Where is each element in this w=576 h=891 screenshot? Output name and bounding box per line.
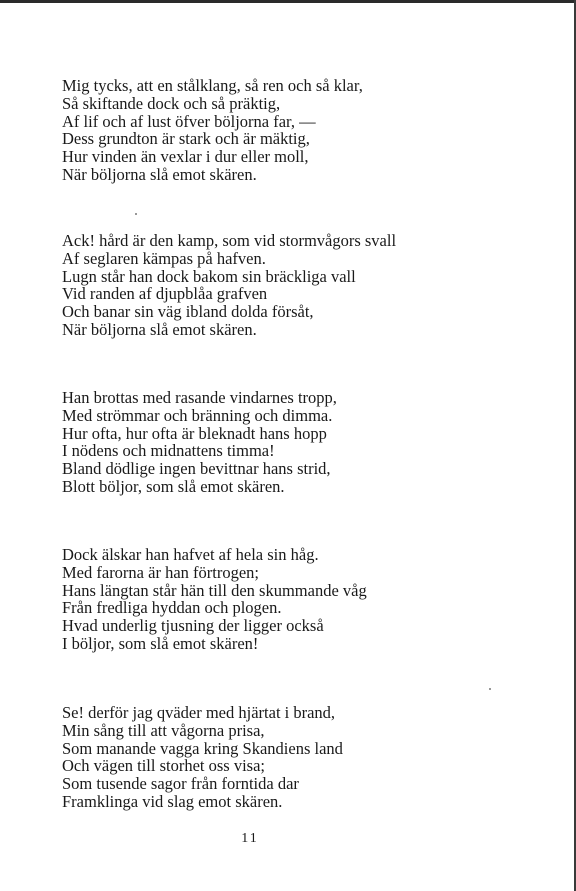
verse-line: Min sång till att vågorna prisa, bbox=[62, 720, 265, 740]
verse-line: Ack! hård är den kamp, som vid stormvågors svall bbox=[62, 231, 397, 250]
verse-line: Med strömmar och bränning och dimma. bbox=[62, 405, 333, 425]
verse-line: Och banar sin väg ibland dolda försåt, bbox=[62, 302, 314, 322]
verse-line: Hur vinden än vexlar i dur eller moll, bbox=[62, 147, 309, 167]
stanza-5 bbox=[62, 704, 462, 811]
stanza-4 bbox=[62, 546, 462, 653]
verse-line: Hans längtan står hän till den skummande våg bbox=[62, 580, 367, 600]
verse-line: Af lif och af lust öfver böljorna far, — bbox=[62, 111, 316, 131]
verse-line: Mig tycks, att en stålklang, så ren och så klar, bbox=[62, 76, 363, 95]
verse-line: Af seglaren kämpas på hafven. bbox=[62, 248, 266, 268]
stanza-1 bbox=[62, 77, 462, 184]
verse-line: I böljor, som slå emot skären! bbox=[62, 633, 259, 653]
verse-line: Bland dödlige ingen bevittnar hans strid, bbox=[62, 459, 331, 479]
verse-line: När böljorna slå emot skären. bbox=[62, 164, 257, 184]
verse-line: Från fredliga hyddan och plogen. bbox=[62, 598, 282, 618]
verse-line: Som manande vagga kring Skandiens land bbox=[62, 738, 343, 758]
verse-line: Hur ofta, hur ofta är bleknadt hans hopp bbox=[62, 423, 327, 443]
verse-line: Framklinga vid slag emot skären. bbox=[62, 791, 283, 811]
print-speck bbox=[489, 688, 491, 690]
verse-line: Han brottas med rasande vindarnes tropp, bbox=[62, 388, 337, 407]
verse-line: Med farorna är han förtrogen; bbox=[62, 562, 259, 582]
verse-line: Hvad underlig tjusning der ligger också bbox=[62, 616, 324, 636]
verse-line: Lugn står han dock bakom sin bräckliga vall bbox=[62, 266, 356, 286]
verse-line: Se! derför jag qväder med hjärtat i brand, bbox=[62, 703, 336, 722]
stanza-2 bbox=[62, 232, 462, 339]
verse-line: När böljorna slå emot skären. bbox=[62, 319, 257, 339]
verse-line: Och vägen till storhet oss visa; bbox=[62, 756, 266, 776]
verse-line: I nödens och midnattens timma! bbox=[62, 441, 275, 461]
verse-line: Så skiftande dock och så präktig, bbox=[62, 93, 281, 113]
verse-line: Som tusende sagor från forntida dar bbox=[62, 774, 299, 794]
verse-line: Blott böljor, som slå emot skären. bbox=[62, 476, 285, 496]
top-border-rule bbox=[0, 0, 576, 3]
verse-line: Dess grundton är stark och är mäktig, bbox=[62, 129, 310, 149]
stanza-3 bbox=[62, 389, 462, 496]
page-number: 11 bbox=[241, 831, 259, 846]
print-speck bbox=[135, 213, 137, 215]
verse-line: Vid randen af djupblåa grafven bbox=[62, 284, 268, 304]
verse-line: Dock älskar han hafvet af hela sin håg. bbox=[62, 545, 319, 564]
